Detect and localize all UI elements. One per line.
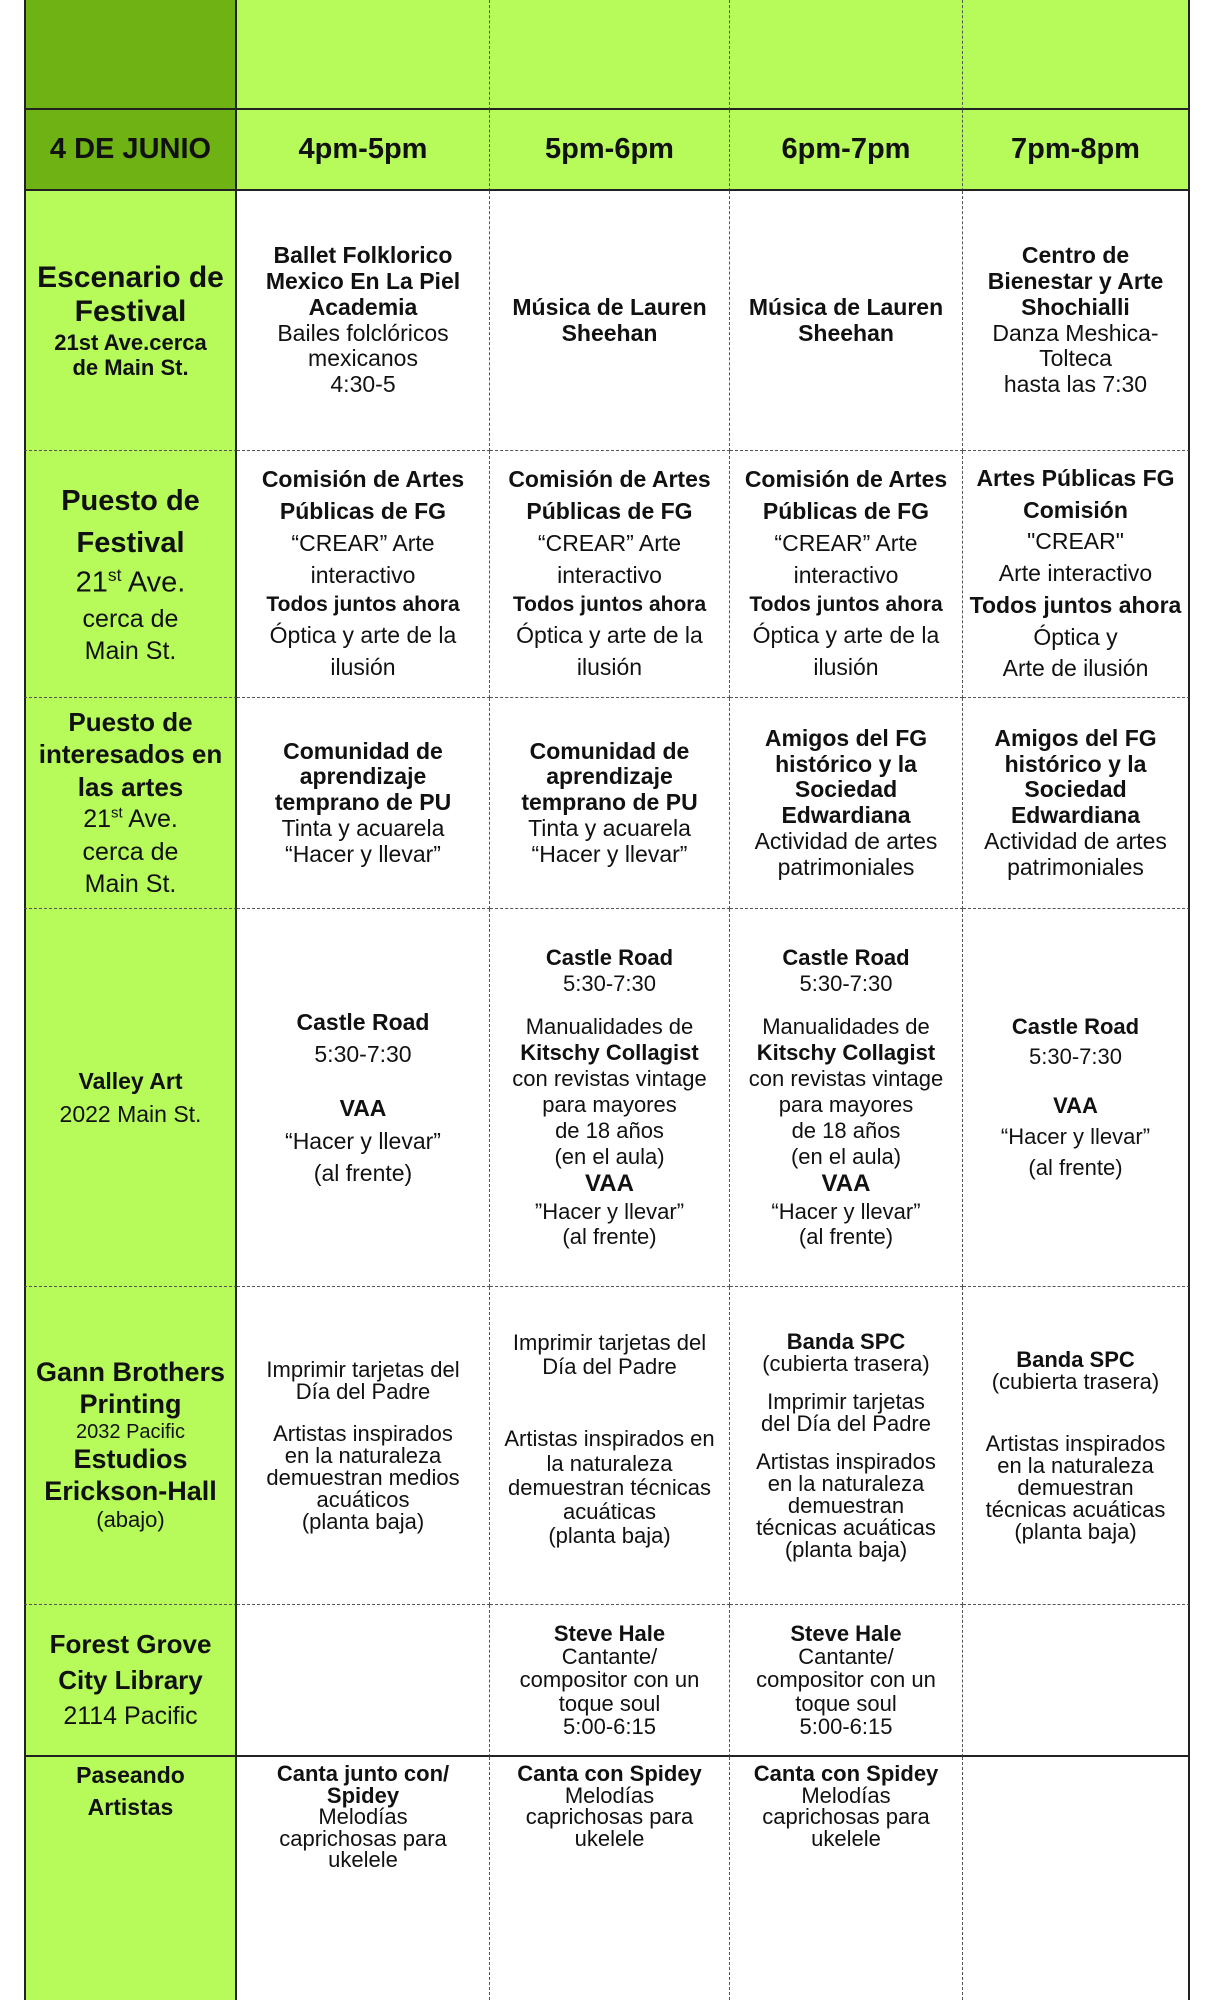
event-title: temprano de PU xyxy=(274,789,452,816)
venue-cell xyxy=(24,1605,237,1757)
event-detail: en la naturaleza xyxy=(997,1452,1154,1478)
venue-cell xyxy=(24,1287,237,1605)
event-detail: caprichosas para xyxy=(762,1804,930,1830)
event-title: Todos juntos ahora xyxy=(512,593,707,617)
event-cell xyxy=(237,698,490,909)
event-detail: (al frente) xyxy=(562,1224,657,1250)
event-title: Comisión de Artes xyxy=(261,466,465,493)
event-detail: (planta baja) xyxy=(548,1523,671,1549)
event-detail: Imprimir tarjetas del xyxy=(512,1330,707,1355)
event-cell xyxy=(490,698,730,909)
event-title: Públicas de FG xyxy=(279,498,447,525)
event-title: Música de Lauren xyxy=(512,293,707,320)
venue-name: Festival xyxy=(74,295,187,329)
event-time: hasta las 7:30 xyxy=(1003,371,1148,397)
event-cell xyxy=(490,191,730,451)
event-detail: caprichosas para xyxy=(279,1825,447,1851)
event-detail: Cantante/ xyxy=(798,1644,894,1670)
event-detail: Tolteca xyxy=(1039,345,1112,372)
event-detail: (cubierta trasera) xyxy=(762,1350,930,1376)
venue-cell xyxy=(24,191,237,451)
top-blank-cell xyxy=(730,0,963,110)
event-detail: en la naturaleza xyxy=(767,1470,925,1496)
event-detail: “Hacer y llevar” xyxy=(1000,1123,1151,1149)
venue-name: Escenario de xyxy=(37,260,224,294)
event-detail: técnicas acuáticas xyxy=(756,1514,936,1540)
event-detail: Tinta y acuarela xyxy=(281,814,445,841)
event-title: Públicas de FG xyxy=(762,498,930,525)
event-detail: con revistas vintage xyxy=(512,1066,707,1092)
venue-cell xyxy=(24,909,237,1287)
event-cell xyxy=(237,451,490,698)
event-cell xyxy=(237,191,490,451)
event-detail: del Día del Padre xyxy=(761,1410,931,1436)
event-detail: Arte de ilusión xyxy=(1002,655,1149,682)
event-detail: (en el aula) xyxy=(554,1144,665,1170)
event-detail: (al frente) xyxy=(313,1159,413,1186)
event-title: Edwardiana xyxy=(1010,802,1141,828)
event-detail: Melodías xyxy=(564,1782,655,1808)
event-cell xyxy=(237,1757,490,2000)
event-detail: Bailes folclóricos xyxy=(277,319,449,346)
venue-name: Paseando xyxy=(76,1762,185,1788)
event-cell xyxy=(490,451,730,698)
venue-address: 2022 Main St. xyxy=(59,1100,202,1127)
event-title: Shochialli xyxy=(1021,293,1130,320)
venue-name: Artistas xyxy=(87,1794,174,1821)
date-header: 4 DE JUNIO xyxy=(24,110,237,191)
event-detail: Artistas inspirados xyxy=(273,1420,453,1446)
event-cell xyxy=(490,1757,730,2000)
event-detail: (al frente) xyxy=(798,1224,894,1250)
event-time: 4:30-5 xyxy=(330,371,396,397)
event-detail: Actividad de artes xyxy=(984,827,1167,854)
event-title: VAA xyxy=(339,1095,387,1122)
event-cell xyxy=(963,1287,1190,1605)
event-title: Comunidad de xyxy=(283,737,443,764)
event-title: Steve Hale xyxy=(553,1621,666,1647)
event-detail: ukelele xyxy=(328,1847,398,1873)
venue-name: Estudios xyxy=(73,1444,188,1475)
event-detail: de 18 años xyxy=(555,1118,664,1144)
venue-address: 21st Ave. xyxy=(75,565,186,600)
event-detail: ukelele xyxy=(811,1825,881,1851)
venue-name: Puesto de xyxy=(68,706,193,737)
event-detail: Cantante/ xyxy=(561,1644,658,1670)
event-title: Canta junto con/ xyxy=(276,1761,450,1786)
event-cell xyxy=(963,909,1190,1287)
event-detail: "CREAR" xyxy=(1027,528,1124,555)
event-title: Ballet Folklorico xyxy=(273,242,453,269)
event-detail: Actividad de artes xyxy=(754,827,938,854)
event-detail: demuestran medios xyxy=(266,1464,460,1490)
venue-address: cerca de xyxy=(82,837,179,866)
event-title: Castle Road xyxy=(1011,1013,1140,1039)
venue-name: interesados en xyxy=(38,739,223,769)
time-slot-header: 6pm-7pm xyxy=(730,110,963,191)
event-detail: compositor con un xyxy=(519,1667,700,1693)
event-title: Canta con Spidey xyxy=(517,1761,702,1786)
event-title: Spidey xyxy=(326,1782,400,1808)
event-detail: Manualidades de xyxy=(525,1014,694,1040)
event-cell xyxy=(730,191,963,451)
venue-address: 2114 Pacific xyxy=(63,1701,198,1730)
time-slot-header: 5pm-6pm xyxy=(490,110,730,191)
event-detail: Día del Padre xyxy=(542,1354,677,1380)
event-detail: con revistas vintage xyxy=(748,1066,944,1092)
empty-cell xyxy=(237,1605,490,1757)
event-title: VAA xyxy=(585,1170,634,1198)
event-detail: ilusión xyxy=(330,653,396,680)
venue-name: Puesto de xyxy=(61,485,200,518)
venue-name: las artes xyxy=(77,771,184,802)
event-detail: acuáticas xyxy=(563,1498,656,1524)
event-detail: para mayores xyxy=(778,1092,914,1118)
event-detail: “Hacer y llevar” xyxy=(531,840,688,867)
event-title: temprano de PU xyxy=(521,789,698,816)
event-cell xyxy=(730,698,963,909)
event-detail: toque soul xyxy=(795,1690,897,1716)
event-cell xyxy=(963,451,1190,698)
event-detail: Óptica y arte de la xyxy=(752,622,940,649)
event-detail: (al frente) xyxy=(1028,1154,1123,1180)
event-time: 5:00-6:15 xyxy=(563,1713,656,1739)
event-detail: Óptica y xyxy=(1033,623,1118,650)
event-detail: interactivo xyxy=(310,561,416,588)
empty-cell xyxy=(963,1757,1190,2000)
event-title: Sheehan xyxy=(798,319,894,346)
event-title: Canta con Spidey xyxy=(753,1761,939,1786)
event-detail: ”Hacer y llevar” xyxy=(534,1198,685,1224)
event-detail: Melodías xyxy=(318,1804,408,1830)
event-title: Todos juntos ahora xyxy=(749,593,943,617)
event-detail: Artistas inspirados xyxy=(756,1448,936,1474)
event-detail: Artistas inspirados xyxy=(985,1430,1166,1456)
top-blank-cell xyxy=(490,0,730,110)
event-detail: “Hacer y llevar” xyxy=(285,840,441,867)
event-detail: patrimoniales xyxy=(777,853,915,880)
event-detail: interactivo xyxy=(793,561,899,588)
event-title: Sociedad xyxy=(794,776,898,803)
event-title: Públicas de FG xyxy=(526,498,693,525)
event-detail: mexicanos xyxy=(308,345,418,372)
event-detail: de 18 años xyxy=(791,1118,901,1144)
event-title: Centro de xyxy=(1021,242,1130,269)
event-title: Kitschy Collagist xyxy=(520,1040,699,1066)
event-detail: demuestran xyxy=(787,1492,905,1518)
schedule-table xyxy=(24,0,1190,2000)
event-detail: la naturaleza xyxy=(546,1450,673,1476)
event-cell xyxy=(730,1757,963,2000)
event-title: Todos juntos ahora xyxy=(266,593,460,617)
venue-name: Gann Brothers xyxy=(35,1357,226,1388)
venue-name: Forest Grove xyxy=(49,1628,212,1659)
venue-address: 2032 Pacific xyxy=(76,1421,185,1444)
event-cell xyxy=(963,698,1190,909)
venue-cell xyxy=(24,451,237,698)
event-cell xyxy=(490,1605,730,1757)
event-title: Comisión xyxy=(1023,496,1128,523)
event-time: 5:30-7:30 xyxy=(314,1041,412,1068)
venue-address: Main St. xyxy=(84,870,177,898)
event-detail: ukelele xyxy=(574,1825,645,1851)
top-blank-cell xyxy=(237,0,490,110)
event-title: histórico y la xyxy=(1004,750,1147,777)
event-detail: “Hacer y llevar” xyxy=(285,1127,441,1154)
venue-name: Valley Art xyxy=(78,1068,183,1095)
venue-address: 21st Ave.cerca xyxy=(54,329,207,355)
event-detail: Arte interactivo xyxy=(998,560,1153,587)
event-title: Comisión de Artes xyxy=(508,466,711,493)
event-detail: (planta baja) xyxy=(1014,1518,1137,1544)
event-title: histórico y la xyxy=(775,750,917,777)
event-cell xyxy=(237,1287,490,1605)
event-detail: Óptica y arte de la xyxy=(516,622,703,649)
event-cell xyxy=(490,909,730,1287)
event-detail: compositor con un xyxy=(756,1667,936,1693)
event-detail: Danza Meshica- xyxy=(992,319,1159,346)
event-detail: para mayores xyxy=(542,1092,677,1118)
event-title: Steve Hale xyxy=(790,1621,902,1647)
event-detail: Día del Padre xyxy=(295,1378,431,1404)
event-title: Castle Road xyxy=(782,944,910,970)
event-title: Mexico En La Piel xyxy=(265,268,461,294)
event-detail: (cubierta trasera) xyxy=(991,1368,1160,1394)
event-title: Sociedad xyxy=(1024,776,1127,803)
event-cell xyxy=(237,909,490,1287)
time-slot-header: 4pm-5pm xyxy=(237,110,490,191)
event-detail: interactivo xyxy=(557,561,662,588)
event-detail: caprichosas para xyxy=(525,1804,694,1830)
event-title: Edwardiana xyxy=(781,802,911,828)
event-cell xyxy=(730,451,963,698)
event-title: Música de Lauren xyxy=(748,293,944,320)
event-title: aprendizaje xyxy=(299,763,427,790)
event-title: Sheehan xyxy=(561,319,658,346)
venue-address: cerca de xyxy=(82,604,179,633)
event-detail: Manualidades de xyxy=(762,1014,930,1040)
event-cell xyxy=(730,909,963,1287)
event-detail: “CREAR” Arte xyxy=(291,529,435,556)
venue-name: Erickson-Hall xyxy=(44,1475,217,1506)
event-detail: Imprimir tarjetas xyxy=(767,1388,925,1414)
event-title: VAA xyxy=(821,1170,871,1198)
event-detail: Óptica y arte de la xyxy=(269,622,457,649)
event-title: Artes Públicas FG xyxy=(976,464,1175,491)
venue-address: de Main St. xyxy=(72,355,189,380)
event-title: Amigos del FG xyxy=(994,724,1157,751)
venue-name: Printing xyxy=(79,1388,182,1419)
event-title: Todos juntos ahora xyxy=(969,591,1182,618)
event-title: Amigos del FG xyxy=(764,724,928,751)
event-detail: (planta baja) xyxy=(784,1536,908,1562)
event-detail: (planta baja) xyxy=(301,1508,425,1534)
event-detail: demuestran técnicas xyxy=(508,1474,711,1500)
event-title: Castle Road xyxy=(296,1009,430,1036)
event-title: Comisión de Artes xyxy=(744,466,948,493)
event-title: Academia xyxy=(308,293,418,320)
event-time: 5:30-7:30 xyxy=(563,970,656,996)
venue-cell xyxy=(24,1757,237,2000)
event-detail: Artistas inspirados en xyxy=(504,1426,715,1452)
event-title: Bienestar y Arte xyxy=(987,268,1164,294)
venue-address: 21st Ave. xyxy=(83,804,178,833)
event-time: 5:30-7:30 xyxy=(1029,1044,1122,1070)
event-detail: acuáticos xyxy=(316,1486,410,1512)
event-cell xyxy=(490,1287,730,1605)
venue-note: (abajo) xyxy=(96,1507,165,1533)
event-title: Comunidad de xyxy=(529,737,690,764)
event-cell xyxy=(963,191,1190,451)
event-detail: toque soul xyxy=(558,1690,661,1716)
top-blank-cell xyxy=(963,0,1190,110)
event-title: VAA xyxy=(1053,1093,1098,1119)
event-title: Castle Road xyxy=(545,944,674,970)
event-title: Banda SPC xyxy=(1016,1346,1135,1372)
venue-cell xyxy=(24,698,237,909)
event-detail: ilusión xyxy=(576,653,643,680)
venue-address: Main St. xyxy=(84,637,177,666)
event-detail: (en el aula) xyxy=(790,1144,902,1170)
event-time: 5:30-7:30 xyxy=(799,970,893,996)
event-title: Kitschy Collagist xyxy=(756,1040,936,1066)
event-detail: Tinta y acuarela xyxy=(528,814,691,841)
event-detail: “Hacer y llevar” xyxy=(771,1198,921,1224)
event-detail: “CREAR” Arte xyxy=(537,529,682,556)
event-title: Banda SPC xyxy=(786,1328,906,1354)
venue-name: City Library xyxy=(58,1664,203,1695)
event-detail: en la naturaleza xyxy=(284,1442,442,1468)
event-detail: ilusión xyxy=(813,653,879,680)
event-detail: demuestran xyxy=(1017,1474,1134,1500)
event-detail: Imprimir tarjetas del xyxy=(266,1356,460,1382)
event-detail: Melodías xyxy=(801,1782,891,1808)
time-slot-header: 7pm-8pm xyxy=(963,110,1190,191)
event-detail: técnicas acuáticas xyxy=(985,1496,1166,1522)
empty-cell xyxy=(963,1605,1190,1757)
event-time: 5:00-6:15 xyxy=(799,1713,893,1739)
event-cell xyxy=(730,1605,963,1757)
event-cell xyxy=(730,1287,963,1605)
event-detail: patrimoniales xyxy=(1007,853,1144,880)
corner-cell xyxy=(24,0,237,110)
venue-name: Festival xyxy=(76,527,185,560)
event-title: aprendizaje xyxy=(546,763,673,790)
event-detail: “CREAR” Arte xyxy=(774,529,918,556)
